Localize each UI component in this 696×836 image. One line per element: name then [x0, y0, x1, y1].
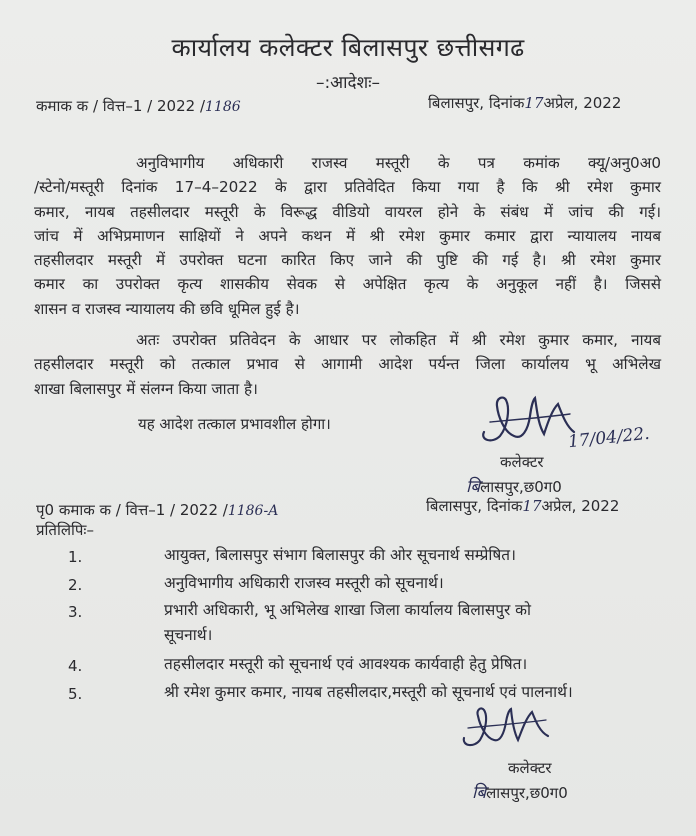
paragraph-line: अनुविभागीय अधिकारी राजस्व मस्तूरी के पत्र कमांक क्यू/अनु0अ0 — [136, 154, 661, 172]
signatory-place-handwritten: बि — [472, 783, 487, 803]
order-date-handwritten: 17 — [524, 94, 544, 112]
endorsement-reference-handwritten: 1186-A — [227, 503, 279, 519]
signatory-place-handwritten: बि — [466, 477, 481, 497]
paragraph-line: अतः उपरोक्त प्रतिवेदन के आधार पर लोकहित में श्री रमेश कुमार कमार, नायब — [136, 331, 661, 349]
paragraph-line: शाखा बिलासपुर में संलग्न किया जाता है। — [34, 379, 258, 398]
paragraph-line: कमार का उपरोक्त कृत्य शासकीय सेवक से अपेक्षित कृत्य के अनुकूल नहीं है। जिससे — [34, 275, 661, 294]
office-title: कार्यालय कलेक्टर बिलासपुर छत्तीसगढ — [171, 33, 525, 62]
list-item-continuation: सूचनार्थ। — [164, 626, 213, 644]
paragraph-report — [34, 151, 661, 321]
order-date-month-year: अप्रेल, 2022 — [543, 94, 622, 112]
list-item: श्री रमेश कुमार कमार, नायब तहसीलदार,मस्तूरी को सूचनार्थ एवं पालनार्थ। — [164, 683, 573, 701]
order-reference-number: कमाक क / वित्त–1 / 2022 / — [36, 97, 205, 115]
signatory-designation: कलेक्टर — [500, 453, 544, 471]
copy-to-label: प्रतिलिपिः– — [36, 521, 94, 539]
order-reference — [36, 96, 241, 116]
endorsement-date-handwritten: 17 — [522, 497, 542, 515]
collector-signature — [456, 704, 566, 754]
endorsement-place-date — [426, 496, 619, 516]
paragraph-line: /स्टेनो/मस्तूरी दिनांक 17–4–2022 के द्वारा प्रतिवेदित किया गया है कि श्री रमेश कुमार — [34, 178, 661, 197]
order-reference-handwritten: 1186 — [205, 99, 241, 115]
list-item-number: 4. — [68, 657, 83, 675]
list-item: आयुक्त, बिलासपुर संभाग बिलासपुर की ओर सूचनार्थ सम्प्रेषित। — [164, 546, 516, 564]
list-item: प्रभारी अधिकारी, भू अभिलेख शाखा जिला कार्यालय बिलासपुर को — [164, 601, 531, 619]
paragraph-line: कमार, नायब तहसीलदार मस्तूरी के विरूद्ध वीडियो वायरल होने के संबंध में जांच की गई। — [34, 202, 661, 221]
signatory-place-text: लासपुर,छ0ग0 — [480, 478, 562, 496]
order-place-date-label: बिलासपुर, दिनांक — [428, 94, 525, 112]
order-place-date — [428, 93, 621, 113]
paragraph-line: जांच में अभिप्रमाणन साक्षियों ने अपने कथन में श्री रमेश कुमार कमार द्वारा न्यायालय नायब — [34, 226, 661, 245]
effective-statement: यह आदेश तत्काल प्रभावशील होगा। — [138, 415, 331, 433]
paragraph-line: तहसीलदार मस्तूरी को तत्काल प्रभाव से आगामी आदेश पर्यन्त जिला कार्यालय भू अभिलेख — [34, 355, 661, 374]
paragraph-order — [34, 328, 661, 401]
endorsement-place-date-label: बिलासपुर, दिनांक — [426, 497, 523, 515]
list-item-number: 5. — [68, 685, 83, 703]
paragraph-line: शासन व राजस्व न्यायालय की छवि धूमिल हुई है। — [34, 299, 300, 318]
signatory-place-text: लासपुर,छ0ग0 — [486, 784, 568, 802]
list-item-number: 3. — [68, 603, 83, 621]
paragraph-line: तहसीलदार मस्तूरी में उपरोक्त घटना कारित किए जाने की पुष्टि की गई है। श्री रमेश कुमार — [34, 251, 661, 270]
signatory-designation: कलेक्टर — [508, 759, 552, 777]
endorsement-date-month-year: अप्रेल, 2022 — [541, 497, 620, 515]
list-item-number: 1. — [68, 548, 83, 566]
endorsement-reference-number: पृ0 कमाक क / वित्त–1 / 2022 / — [36, 501, 228, 519]
list-item: अनुविभागीय अधिकारी राजस्व मस्तूरी को सूचनार्थ। — [164, 574, 444, 592]
list-item: तहसीलदार मस्तूरी को सूचनार्थ एवं आवश्यक कार्यवाही हेतु प्रेषित। — [164, 655, 528, 673]
signatory-place — [466, 474, 562, 497]
endorsement-reference — [36, 500, 278, 520]
signature-date-handwritten: 17/04/22. — [567, 423, 651, 453]
list-item-number: 2. — [68, 576, 83, 594]
signatory-place — [472, 780, 568, 803]
order-heading: –:आदेशः– — [315, 73, 381, 93]
